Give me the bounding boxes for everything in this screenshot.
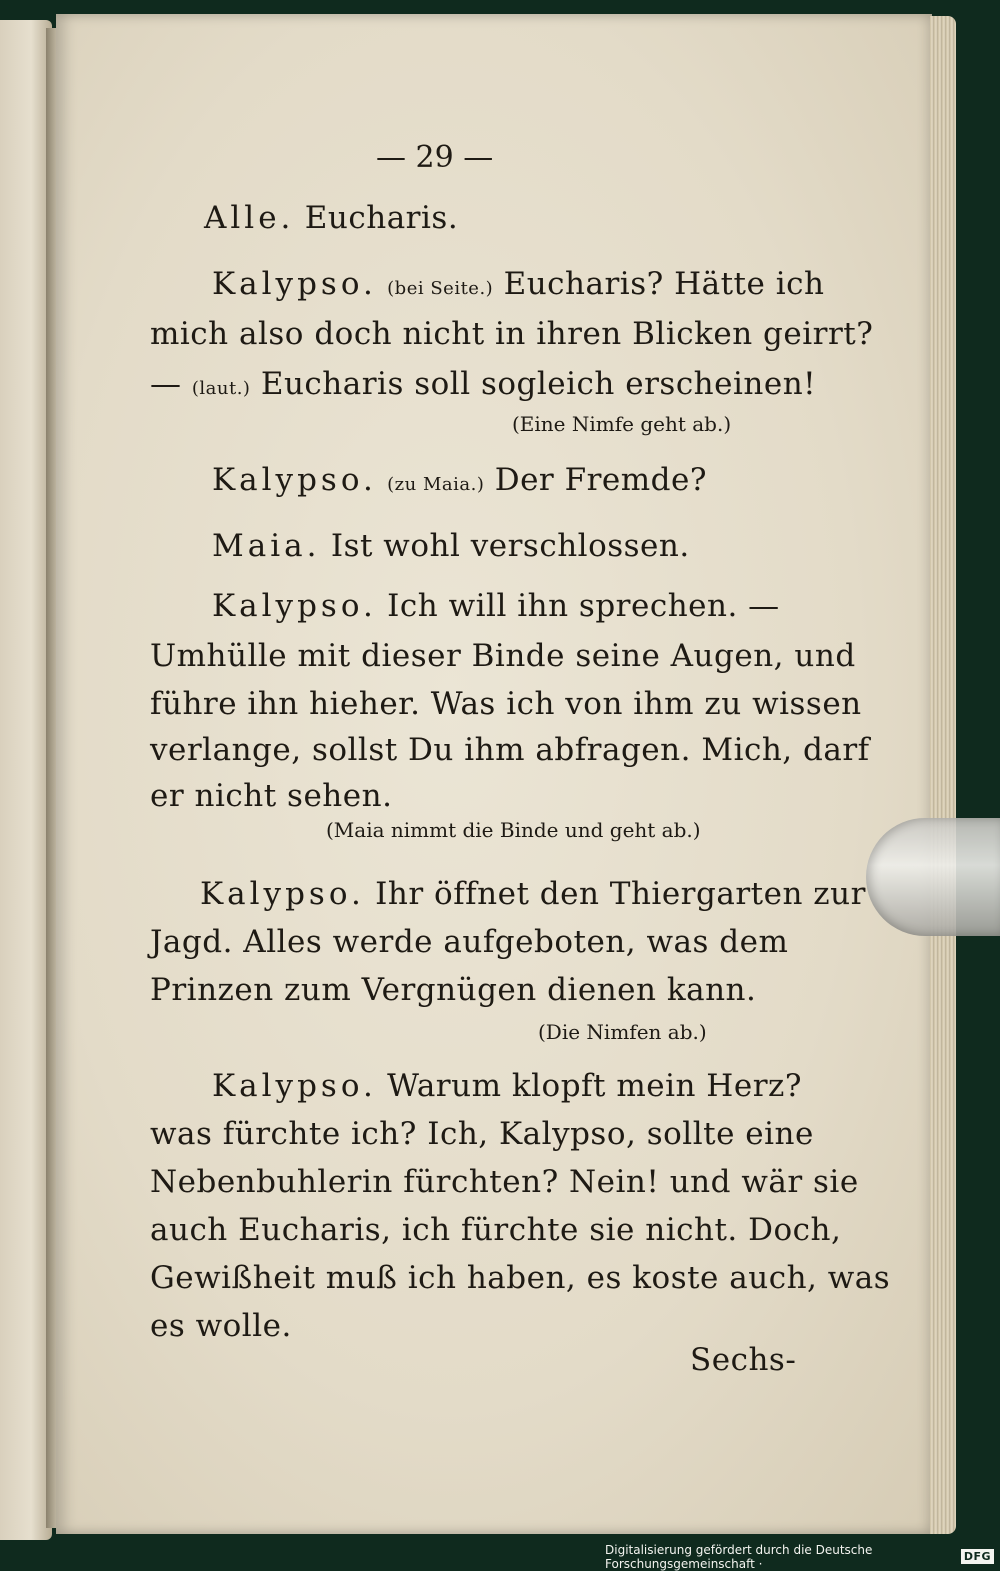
footer-text: Digitalisierung gefördert durch die Deutsche Forschungsgemeinschaft ·: [605, 1542, 873, 1571]
book-page: [56, 14, 932, 1534]
dash: —: [150, 366, 182, 402]
text-line: [200, 876, 866, 912]
text-line: [212, 528, 690, 564]
text-line: mich also doch nicht in ihren Blicken geirrt?: [150, 316, 874, 352]
line-text: Ich will ihn sprechen. —: [387, 588, 780, 624]
line-text: Eucharis? Hätte ich: [503, 266, 825, 302]
text-line: Nebenbuhlerin fürchten? Nein! und wär sie: [150, 1164, 859, 1200]
stage-direction: (laut.): [191, 378, 251, 399]
line-text: Eucharis soll sogleich erscheinen!: [260, 366, 817, 402]
text-line: [204, 200, 458, 236]
page-holder-clip: [866, 818, 1000, 936]
text-line: verlange, sollst Du ihm abfragen. Mich, darf: [150, 732, 870, 768]
text-line: führe ihn hieher. Was ich von ihm zu wissen: [150, 686, 862, 722]
text-line: Prinzen zum Vergnügen dienen kann.: [150, 972, 757, 1008]
stage-direction-line: (Eine Nimfe geht ab.): [512, 412, 732, 436]
speaker-name: Maia.: [212, 528, 321, 564]
text-line: Jagd. Alles werde aufgeboten, was dem: [150, 924, 789, 960]
text-line: es wolle.: [150, 1308, 292, 1344]
text-line: [212, 462, 707, 498]
text-line: Gewißheit muß ich haben, es koste auch, was: [150, 1260, 891, 1296]
catchword: Sechs-: [690, 1342, 797, 1378]
speaker-name: Kalypso.: [200, 876, 365, 912]
text-line: [212, 588, 780, 624]
line-text: Ihr öffnet den Thiergarten zur: [375, 876, 866, 912]
line-text: Ist wohl verschlossen.: [330, 528, 690, 564]
text-line: [212, 266, 824, 302]
text-line: [150, 366, 816, 402]
stage-direction: (bei Seite.): [387, 278, 494, 299]
stage-direction-line: (Maia nimmt die Binde und geht ab.): [326, 818, 701, 842]
speaker-name: Kalypso.: [212, 266, 377, 302]
page-number: — 29 —: [376, 140, 494, 175]
digitization-footer: [605, 1543, 1000, 1570]
line-text: Eucharis.: [304, 200, 459, 236]
speaker-name: Kalypso.: [212, 588, 377, 624]
line-text: Der Fremde?: [494, 462, 707, 498]
speaker-name: Kalypso.: [212, 1068, 377, 1104]
text-line: [212, 1068, 802, 1104]
text-line: er nicht sehen.: [150, 778, 393, 814]
dfg-logo: DFG: [961, 1549, 994, 1564]
text-line: Umhülle mit dieser Binde seine Augen, und: [150, 638, 856, 674]
text-line: was fürchte ich? Ich, Kalypso, sollte eine: [150, 1116, 814, 1152]
line-text: Warum klopft mein Herz?: [387, 1068, 802, 1104]
previous-page-edge: [0, 20, 52, 1540]
page-stack-edge: [930, 16, 956, 1534]
text-line: auch Eucharis, ich fürchte sie nicht. Doch,: [150, 1212, 842, 1248]
stage-direction-line: (Die Nimfen ab.): [538, 1020, 707, 1044]
stage-direction: (zu Maia.): [387, 474, 485, 495]
speaker-name: Alle.: [204, 200, 295, 236]
speaker-name: Kalypso.: [212, 462, 377, 498]
